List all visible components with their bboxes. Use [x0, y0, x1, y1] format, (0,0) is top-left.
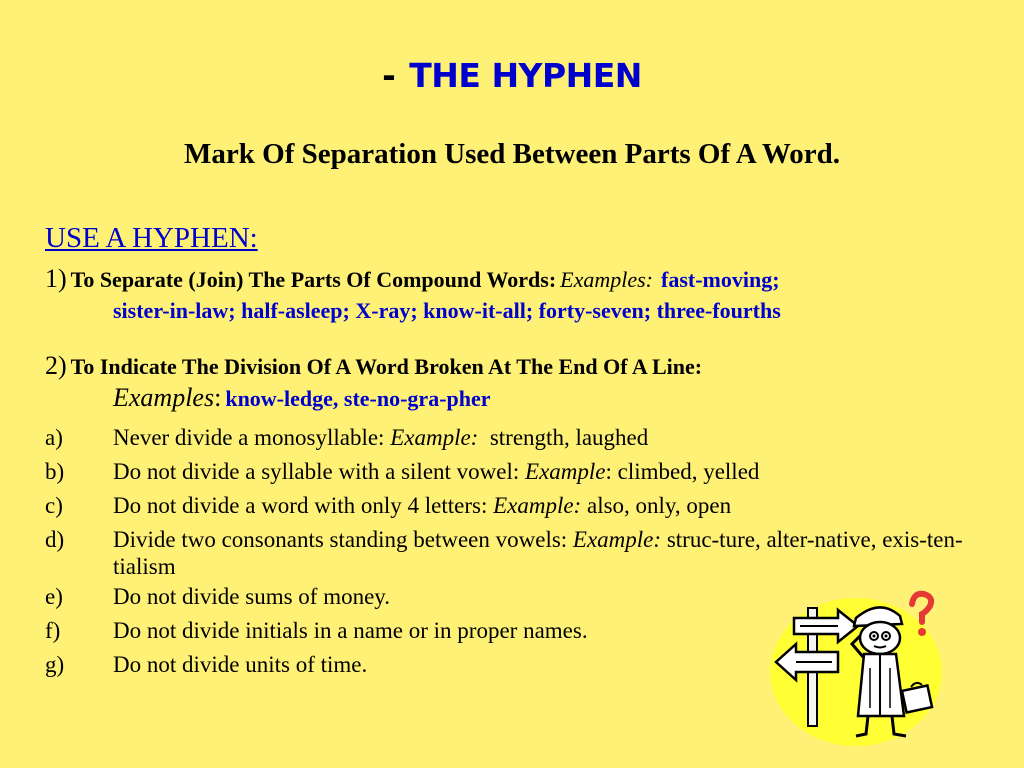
rule-example: also, only, open: [581, 493, 732, 518]
rule-item: [45, 421, 1005, 455]
rule-example: struc-ture, alter-native, exis-ten-tialism: [113, 527, 963, 579]
rule-item: [45, 489, 1005, 523]
slide-subtitle: Mark Of Separation Used Between Parts Of A Word.: [184, 138, 840, 170]
rule-example-label: Example:: [390, 425, 479, 450]
item-2-examples-label: Examples: [113, 383, 215, 412]
item-1-examples-label: Examples:: [560, 267, 654, 292]
rule-item: [45, 523, 1005, 580]
rule-example: strength, laughed: [478, 425, 649, 450]
use-hyphen-heading: USE A HYPHEN:: [45, 222, 258, 254]
rule-letter: a): [45, 425, 63, 450]
rule-example-label: Example:: [572, 527, 662, 552]
slide-title: [0, 56, 1024, 95]
title-dash: -: [382, 56, 396, 95]
item-1-number: 1): [45, 264, 67, 293]
item-2-examples-colon: :: [214, 383, 222, 412]
rule-letter: c): [45, 493, 63, 518]
item-1-label: To Separate (Join) The Parts Of Compound Words:: [70, 267, 557, 292]
item-2: [45, 351, 1005, 419]
rule-example-label: Example:: [493, 493, 582, 518]
rule-text: Do not divide a syllable with a silent vowel:: [113, 459, 526, 484]
item-2-examples: know-ledge, ste-no-gra-pher: [225, 386, 491, 411]
rule-letter: g): [45, 652, 65, 677]
rule-example: : climbed, yelled: [605, 459, 760, 484]
rule-text: Do not divide units of time.: [113, 652, 368, 677]
rule-letter: d): [45, 527, 65, 552]
rule-text: Never divide a monosyllable:: [113, 425, 391, 450]
item-1-examples-b: sister-in-law; half-asleep; X-ray; know-it-all; forty-seven; three-fourths: [113, 298, 781, 323]
confused-detective-signpost-icon: [768, 588, 948, 748]
rule-letter: e): [45, 584, 63, 609]
rule-text: Do not divide initials in a name or in proper names.: [113, 618, 588, 643]
item-1-examples-a: fast-moving;: [661, 267, 780, 292]
item-1: [45, 264, 1005, 331]
rule-letter: b): [45, 459, 65, 484]
item-2-number: 2): [45, 351, 67, 380]
rule-item: [45, 455, 1005, 489]
rule-text: Do not divide a word with only 4 letters:: [113, 493, 494, 518]
rule-letter: f): [45, 618, 61, 643]
rule-text: Divide two consonants standing between vowels:: [113, 527, 573, 552]
title-text: THE HYPHEN: [409, 56, 642, 95]
rule-text: Do not divide sums of money.: [113, 584, 391, 609]
rule-example-label: Example: [525, 459, 606, 484]
item-2-label: To Indicate The Division Of A Word Broken At The End Of A Line:: [70, 354, 703, 379]
